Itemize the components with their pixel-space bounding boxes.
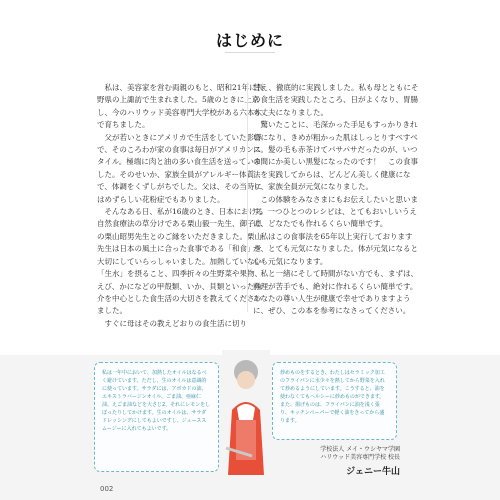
body-paragraph: すぐに母はその教えどおりの食生活に切り	[97, 318, 247, 328]
page-title: はじめに	[215, 31, 284, 50]
body-paragraph: この体験をみなさまにもお伝えしたいと思います。一つひとつのレシピは、とてもおいしいうえに、どなたでも作れるくらい簡単です。	[253, 194, 418, 229]
title-divider	[225, 52, 275, 53]
school-title: ハリウッド美容専門学校 校長	[320, 454, 400, 461]
author-photo	[222, 350, 270, 475]
cooking-tip-note	[272, 362, 397, 440]
body-column-left	[97, 82, 267, 330]
page-number: 002	[100, 485, 114, 493]
body-paragraph: 私は、美容家を営む両親のもと、昭和21年に長野県の上諏訪で生まれました。5歳のときに上京し、今のハリウッド美容専門大学校がある六本木で育ちました。	[97, 83, 265, 130]
body-paragraph: 父が若いときにアメリカで生活をしていた影響で、そのころわが家の食事は毎日がアメリカンスタイル。極端に肉と油の多い食生活を送っていました。そのせいか、家族全員がアレルギー体質で、体調をくずしがちでした。父は、その当時にはめずらしい花粉症でもありました。	[97, 132, 262, 204]
author-affiliation	[272, 446, 400, 462]
column-divider	[247, 82, 248, 312]
body-column-right	[253, 82, 423, 318]
body-paragraph: 驚いたことに、毛深かった手足もすっかりきれいになり、きめが粗かった肌はしっとりすべすべに。髪の毛も赤茶けてパサパサだったのが、いつの間にか美しい黒髪になったのです！ この食事法を実践してからは、どんどん美しく健康になり、家族全員が元気になりました。	[253, 120, 418, 192]
body-paragraph: そんなある日、私が16歳のとき、日本における自然食療法の草分けである栗山毅一先生、御子息の栗山昭男先生とのご縁をいただきました。栗山先生は日本の風土に合った食事である「和食」を大切にしていらっしゃいました。加熱していない「生水」を摂ること、四季折々の生野菜や果物、えび、かになどの甲殻類、いか、貝類といった魚介を中心とした食生活の大切さを教えてくださいました。	[97, 207, 264, 316]
oil-tip-note	[94, 362, 219, 472]
note-text: 私は一年中において、加熱したオイルはなるべく避けています。ただし、生のオイルは意識的に使っています。サラダには、アボカドの油、エキストラバージンオイル、ごま油、亜麻仁油、えごま油などを大さじ2、それにレモンをしぼったりしてかけます。生のオイルは、サラダドレッシングにしてもよいですし、ジューススムージーに入れてもよいです。	[102, 370, 211, 432]
school-name: 学校法人 メイ・ウシヤマ学園	[320, 446, 400, 453]
body-paragraph: 替え、徹底的に実践しました。私も母とともにその食生活を実践したところ、日がよくなり、胃腸も丈夫になりました。	[253, 83, 419, 117]
note-text: 炒めものをするとき、わたしはセラミック加工のフライパンに水少々を熱してから野菜を入れて炒めるようにしています。こうすると、油を使わなくてもヘルシーに炒めものができます。また、揚げものは、フライパンに油を浅く張り、キッチンペーパーで軽く油をきってから盛ります。	[280, 370, 385, 424]
body-paragraph: 私と一緒にそして時間がない方でも、まずは、料理が苦手でも、絶対に作れるくらい簡単です。あなたの尊い人生が健康で幸せでありますように、ぜひ、この本を参考になさってください。	[253, 269, 418, 316]
author-name: ジェニー牛山	[346, 467, 400, 477]
body-paragraph: 私はこの食事法を65年以上実行しておりますが、とても元気になりました。体が元気になると心も元気になります。	[253, 231, 418, 266]
